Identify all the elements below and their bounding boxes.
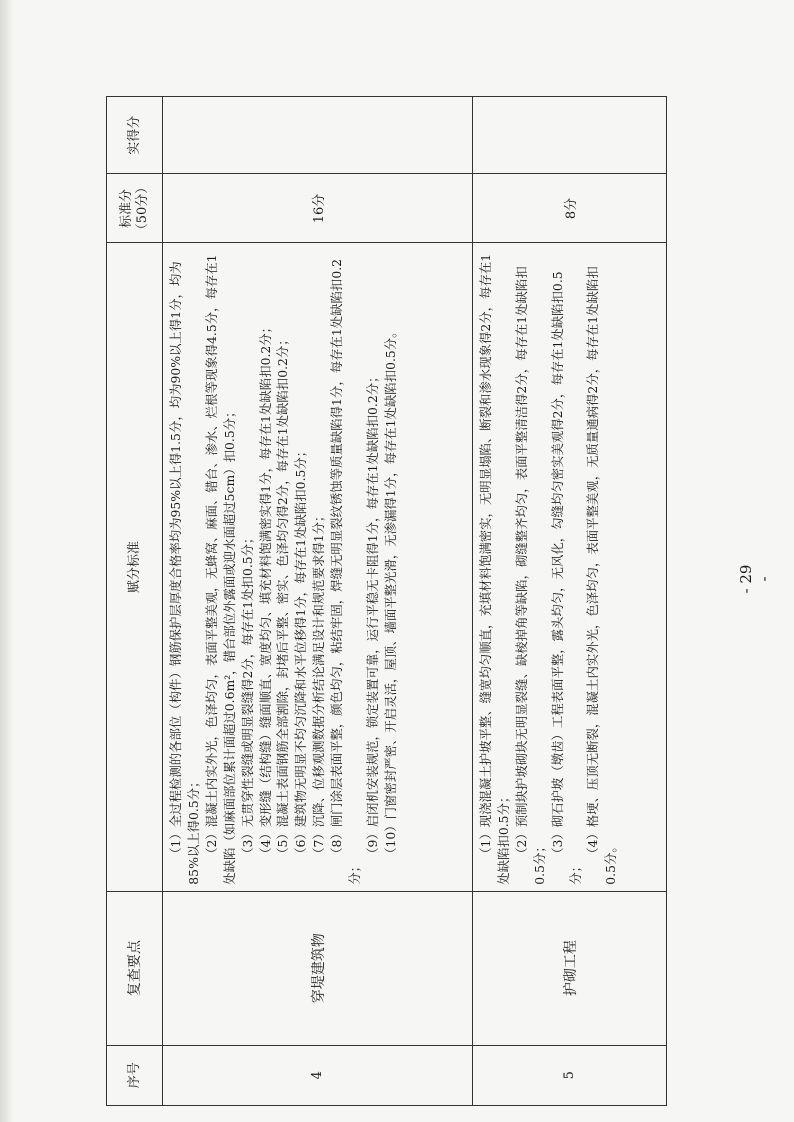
header-actual: 实得分 (107, 97, 163, 175)
row-actual-score (163, 97, 473, 175)
row-criteria (163, 243, 473, 891)
criteria-item: （10）门窗密封严密、开启灵活，屋顶、墙面平整光滑，无渗漏得1分，每存在1处缺陷扣0.5分。 (382, 325, 398, 860)
header-no: 序号 (107, 1045, 163, 1105)
scan-edge (0, 0, 14, 1122)
criteria-item: （2）混凝土内实外光，色泽均匀，表面平整美观，无蜂窝、麻面、错台、渗水、烂根等现象得4.5分，每存在1处缺陷（如麻面部位累计面超过0.6m²，错台部位外露面或迎水面超过5cm）扣0.5分； (203, 254, 237, 885)
row-no: 5 (473, 1045, 667, 1105)
row-point: 穿堤建筑物 (163, 891, 473, 1045)
header-criteria: 赋分标准 (107, 243, 163, 891)
criteria-item: （4）格埂、压顶无断裂，混凝土内实外光，色泽均匀，表面平整美观，无质量通病得2分，每存在1处缺陷扣0.5分。 (585, 266, 619, 885)
page-number: - 29 - (737, 564, 773, 594)
rotated-table-wrapper (106, 96, 666, 1106)
table-row (163, 97, 473, 1106)
criteria-item: （1）全过程检测的各部位（构件）钢筋保护层厚度合格率均为95%以上得1.5分，均为90%以上得1分，均为85%以上得0.5分； (168, 261, 201, 885)
criteria-item: （5）混凝土表面钢筋全部割除，封堵后平整、密实、色泽均匀得2分，每存在1处缺陷扣0.2分； (275, 333, 291, 860)
row-actual-score (473, 97, 667, 175)
criteria-item: （4）变形缝（结构缝）缝面顺直、宽度均匀、填充材料饱满密实得1分，每存在1处缺陷扣0.2分； (257, 320, 273, 860)
criteria-item: （7）沉降、位移观测数据分析结论满足设计和规范要求得1分； (311, 509, 327, 860)
criteria-item: （6）建筑物无明显不均匀沉降和水平位移得1分，每存在1处缺陷扣0.5分； (293, 444, 309, 860)
criteria-item: （3）砌石护坡（墩齿）工程表面平整，露头均匀，无风化，勾缝均匀密实美观得2分，每存在1处缺陷扣0.5分； (549, 271, 583, 885)
row-standard-score: 16分 (163, 174, 473, 243)
table-row (473, 97, 667, 1106)
header-row (107, 97, 163, 1106)
criteria-item: （8）闸门涂层表面平整，颜色均匀，粘结牢固，焊缝无明显裂纹锈蚀等质量缺陷得1分，每存在1处缺陷扣0.2分； (329, 258, 363, 885)
row-standard-score: 8分 (473, 174, 667, 243)
criteria-item: （1）现浇混凝土护坡平整、缝宽均匀顺直，充填材料饱满密实，无明显塌陷、断裂和渗水现象得2分，每存在1处缺陷扣0.5分； (478, 253, 511, 885)
criteria-item: （3）无贯穿性裂缝或明显裂缝得2分，每存在1处扣0.5分； (239, 531, 255, 860)
header-standard: 标准分（50分） (107, 174, 163, 243)
row-no: 4 (163, 1045, 473, 1105)
row-point: 护砌工程 (473, 891, 667, 1045)
scoring-table (106, 96, 667, 1106)
criteria-item: （2）预制块护坡砌块无明显裂缝、缺棱掉角等缺陷，砌缝整齐均匀，表面平整清洁得2分，每存在1处缺陷扣0.5分； (513, 266, 547, 885)
row-criteria (473, 243, 667, 891)
criteria-item: （9）启闭机安装规范，锁定装置可靠，运行平稳无卡阻得1分，每存在1处缺陷扣0.2分； (364, 370, 380, 860)
header-point: 复查要点 (107, 891, 163, 1045)
